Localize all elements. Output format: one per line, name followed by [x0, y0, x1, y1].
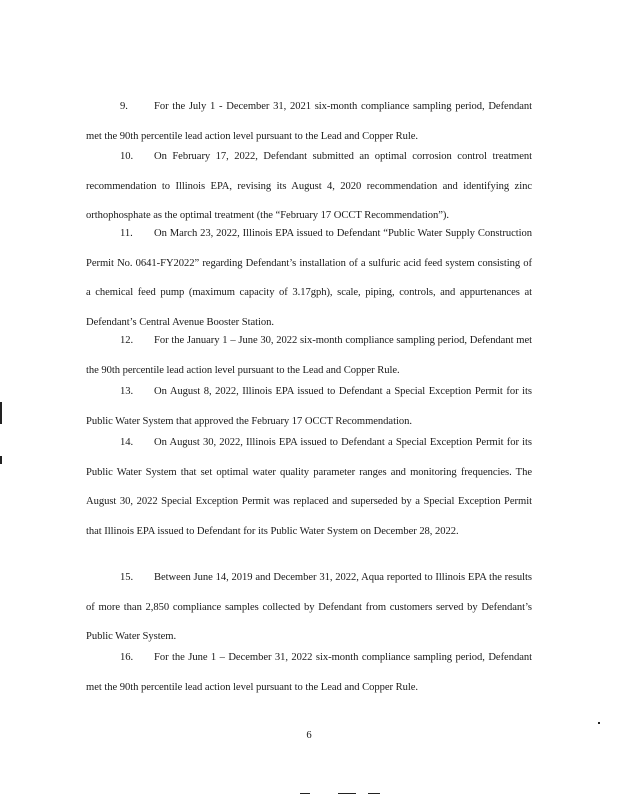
paragraph-10: [86, 142, 532, 231]
paragraph-number: 16.: [120, 652, 134, 663]
scan-mark: [338, 793, 356, 794]
scan-mark: [598, 722, 600, 724]
paragraph-text: On August 8, 2022, Illinois EPA issued to Defendant a Special Exception Permit for its Public Water System that approved the February 17 OCCT Recommendation.: [86, 386, 532, 427]
scan-mark: [0, 456, 2, 464]
paragraph-text: On February 17, 2022, Defendant submitted an optimal corrosion control treatment recommendation to Illinois EPA, revising its August 4, 2020 recommendation and identifying zinc orthophosphate as the optimal treatment (the “February 17 OCCT Recommendation”).: [86, 151, 532, 222]
paragraph-text: On August 30, 2022, Illinois EPA issued to Defendant a Special Exception Permit for its Public Water System that set optimal water quality parameter ranges and monitoring frequencies. The August 30, 2022 Special Exception Permit was replaced and superseded by a Special Exception Permit that Illinois EPA issued to Defendant for its Public Water System on December 28, 2022.: [86, 437, 532, 537]
paragraph-number: 13.: [120, 386, 134, 397]
paragraph-text: For the July 1 - December 31, 2021 six-month compliance sampling period, Defendant met the 90th percentile lead action level pursuant to the Lead and Copper Rule.: [86, 101, 532, 142]
paragraph-16: [86, 643, 532, 702]
paragraph-number: 12.: [120, 335, 134, 346]
scan-mark: [300, 793, 310, 794]
paragraph-number: 14.: [120, 437, 134, 448]
paragraph-text: Between June 14, 2019 and December 31, 2022, Aqua reported to Illinois EPA the results of more than 2,850 compliance samples collected by Defendant from customers served by Defendant’s Public Water System.: [86, 572, 532, 643]
paragraph-number: 10.: [120, 151, 134, 162]
paragraph-text: On March 23, 2022, Illinois EPA issued to Defendant “Public Water Supply Construction Permit No. 0641-FY2022” regarding Defendant’s installation of a sulfuric acid feed system consisting of a chemical feed pump (maximum capacity of 3.17gph), scale, piping, controls, and appurtenances at Defendant’s Central Avenue Booster Station.: [86, 228, 532, 328]
paragraph-number: 9.: [120, 101, 128, 112]
paragraph-14: [86, 428, 532, 546]
scan-mark: [368, 793, 380, 794]
paragraph-11: [86, 219, 532, 337]
paragraph-number: 11.: [120, 228, 133, 239]
paragraph-text: For the June 1 – December 31, 2022 six-month compliance sampling period, Defendant met the 90th percentile lead action level pursuant to the Lead and Copper Rule.: [86, 652, 532, 693]
page-number: 6: [306, 730, 312, 741]
paragraph-text: For the January 1 – June 30, 2022 six-month compliance sampling period, Defendant met the 90th percentile lead action level pursuant to the Lead and Copper Rule.: [86, 335, 532, 376]
paragraph-number: 15.: [120, 572, 134, 583]
paragraph-15: [86, 563, 532, 652]
scan-mark: [0, 402, 2, 424]
